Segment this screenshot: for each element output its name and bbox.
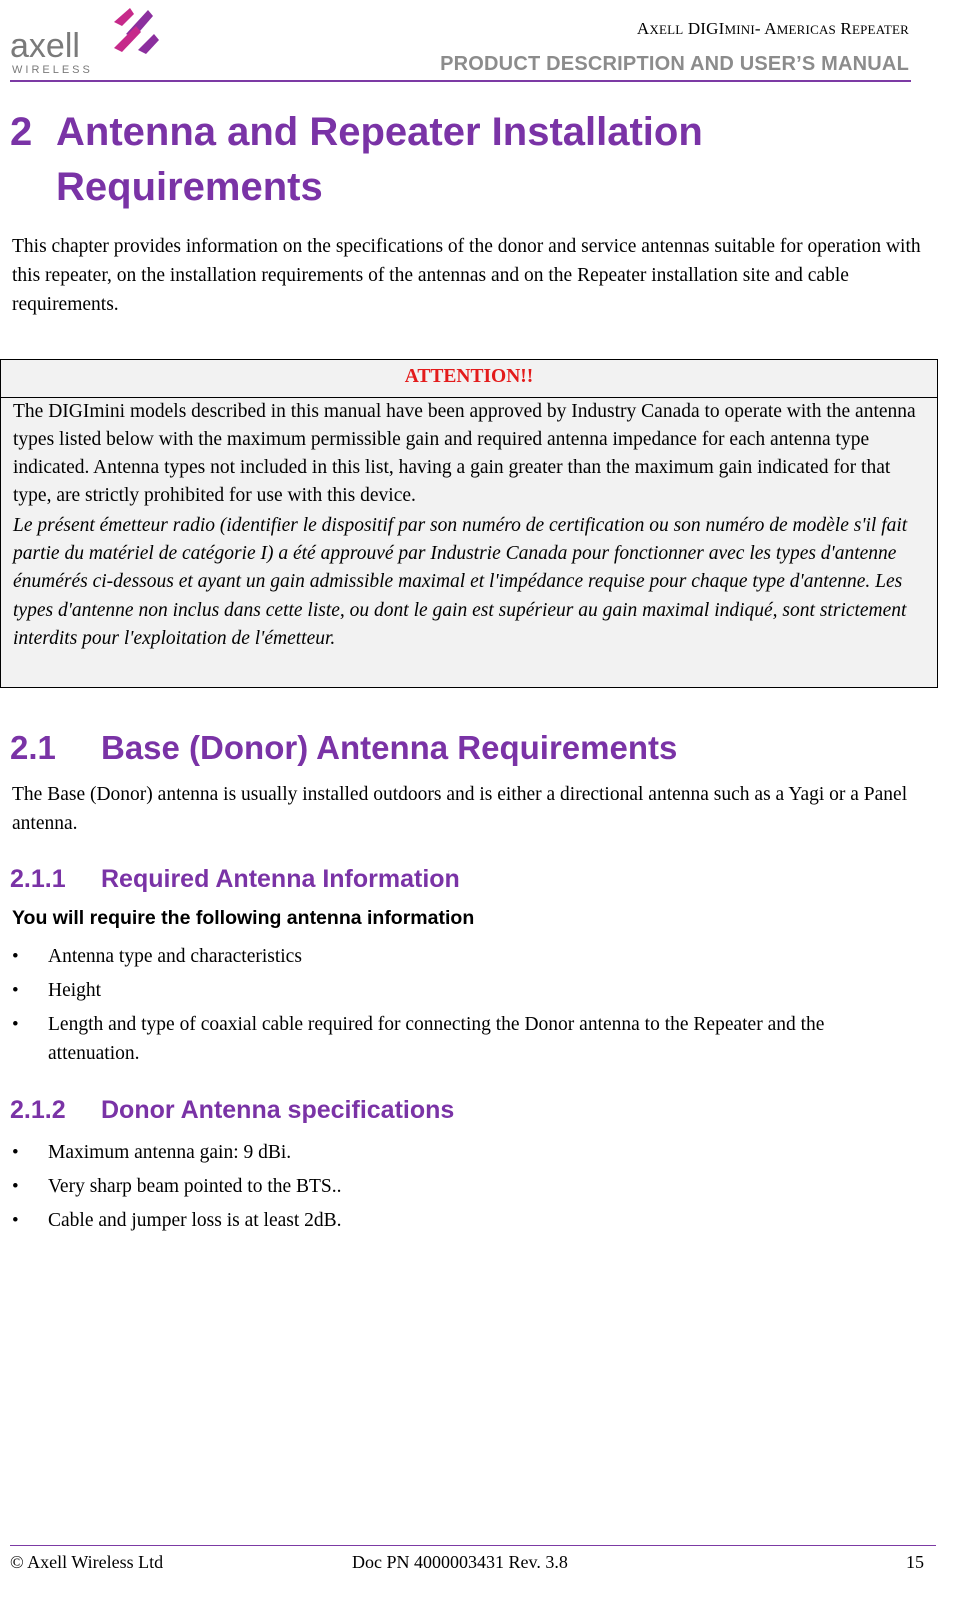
axell-wireless-logo [10, 0, 160, 78]
list-item: • Antenna type and characteristics [12, 942, 918, 971]
required-info-list [12, 942, 918, 1068]
header-manual-title: PRODUCT DESCRIPTION AND USER’S MANUAL [440, 53, 909, 75]
footer-doc-number: Doc PN 4000003431 Rev. 3.8 [352, 1552, 568, 1572]
svg-text:WIRELESS: WIRELESS [12, 64, 93, 76]
bullet-icon: • [12, 980, 19, 1001]
list-item: • Height [12, 976, 918, 1005]
attention-english-text: The DIGImini models described in this manual have been approved by Industry Canada to operate with the antenna types listed below with the maximum permissible gain and required antenna impedance for each antenna type indicated. Antenna types not included in this list, having a gain greater than the maximum gain indicated for that type, are strictly prohibited for use with this device. [13, 401, 916, 506]
section-2-1-title: Base (Donor) Antenna Requirements [101, 729, 678, 766]
svg-text:axell: axell [10, 27, 80, 65]
section-2-1-1-lead: You will require the following antenna information [12, 907, 475, 929]
chapter-title: Antenna and Repeater Installation Requirements [56, 110, 703, 209]
section-2-1-1-title: Required Antenna Information [101, 865, 460, 893]
footer-page-number: 15 [906, 1552, 924, 1572]
bullet-icon: • [12, 946, 19, 967]
list-item: • Cable and jumper loss is at least 2dB. [12, 1206, 918, 1235]
footer-divider [10, 1545, 936, 1546]
list-item: • Very sharp beam pointed to the BTS.. [12, 1172, 918, 1201]
section-2-1-number: 2.1 [10, 729, 56, 766]
chapter-intro: This chapter provides information on the specifications of the donor and service antennas suitable for operation with this repeater, on the installation requirements of the antennas and on the Repeater installation site and cable requirements. [12, 236, 921, 315]
header-divider [10, 80, 911, 82]
list-item: • Length and type of coaxial cable required for connecting the Donor antenna to the Repeater and the attenuation. [12, 1010, 918, 1068]
donor-spec-list [12, 1138, 918, 1235]
section-2-1-2-title: Donor Antenna specifications [101, 1096, 455, 1124]
bullet-icon: • [12, 1210, 19, 1231]
chapter-number: 2 [10, 110, 33, 154]
header-product-line: AXELL DIGIMINI- AMERICAS REPEATER [636, 19, 909, 38]
section-2-1-2-number: 2.1.2 [10, 1096, 66, 1124]
footer-copyright: © Axell Wireless Ltd [10, 1552, 164, 1572]
list-item: • Maximum antenna gain: 9 dBi. [12, 1138, 918, 1167]
attention-box [0, 359, 938, 688]
section-2-1-1-number: 2.1.1 [10, 865, 66, 893]
section-2-1-text: The Base (Donor) antenna is usually installed outdoors and is either a directional antenna such as a Yagi or a Panel antenna. [12, 784, 908, 834]
attention-title: ATTENTION!! [1, 360, 937, 398]
bullet-icon: • [12, 1014, 19, 1035]
bullet-icon: • [12, 1176, 19, 1197]
bullet-icon: • [12, 1142, 19, 1163]
attention-french-text: Le présent émetteur radio (identifier le dispositif par son numéro de certification ou son numéro de modèle s'il fait partie du matériel de catégorie I) a été approuvé par Industrie Canada pour fonctionner avec les types d'antenne énumérés ci-dessous et ayant un gain admissible maximal et l'impédance requise pour chaque type d'antenne. Les types d'antenne non inclus dans cette liste, ou dont le gain est supérieur au gain maximal indiqué, sont strictement interdits pour l'exploitation de l'émetteur. [13, 515, 908, 649]
